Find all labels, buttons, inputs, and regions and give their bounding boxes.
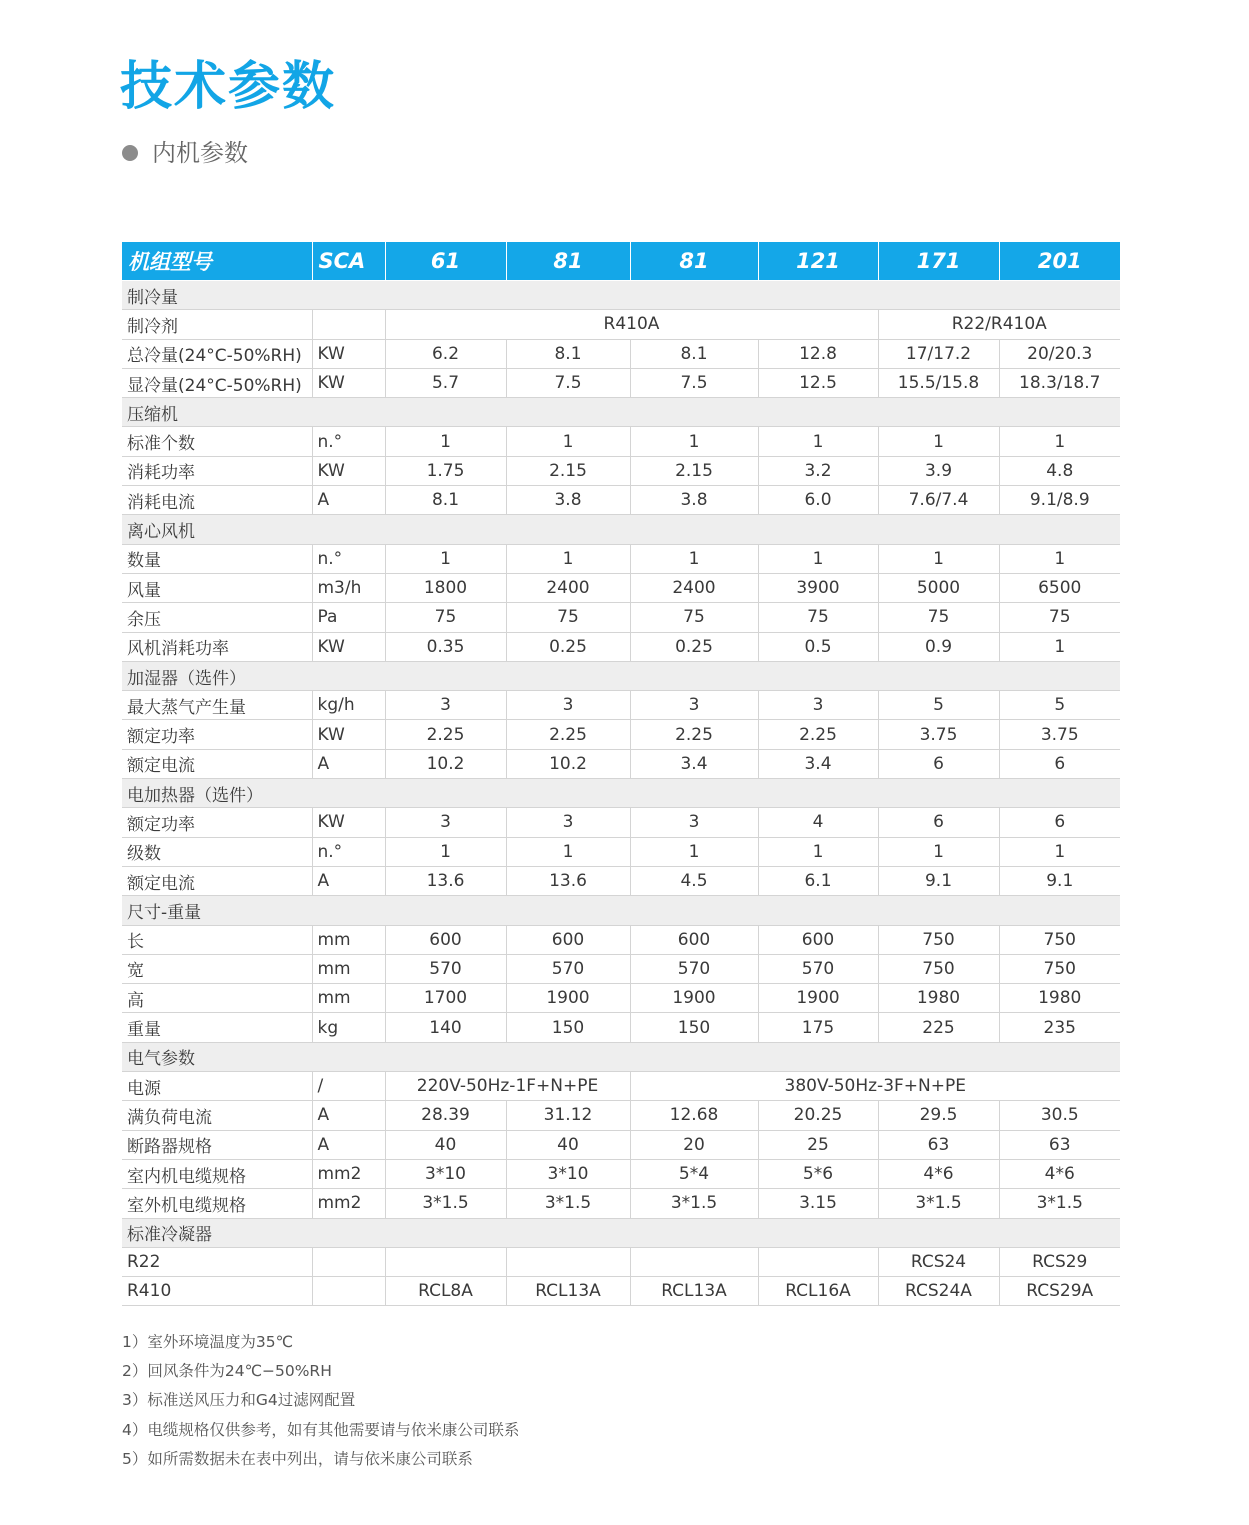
value-cell: 75 — [506, 603, 630, 632]
table-body — [122, 281, 1120, 1306]
value-cell: RCS29A — [999, 1277, 1120, 1306]
value-cell: RCL13A — [630, 1277, 758, 1306]
param-label: 高 — [122, 984, 312, 1013]
table-section-row — [122, 1218, 1120, 1247]
value-cell: 28.39 — [385, 1101, 506, 1130]
value-cell: 10.2 — [385, 749, 506, 778]
value-cell: 4.8 — [999, 456, 1120, 485]
value-cell: 4.5 — [630, 866, 758, 895]
value-cell: 20 — [630, 1130, 758, 1159]
value-cell: 75 — [630, 603, 758, 632]
value-cell: 12.5 — [758, 368, 878, 397]
footnote-item: 1）室外环境温度为35℃ — [122, 1333, 293, 1351]
table-row — [122, 632, 1120, 661]
section-heading: 离心风机 — [122, 515, 1120, 544]
param-unit: A — [312, 866, 385, 895]
table-row — [122, 486, 1120, 515]
header-model: 81 — [506, 242, 630, 281]
value-cell: 12.8 — [758, 339, 878, 368]
section-heading: 电加热器（选件） — [122, 779, 1120, 808]
value-cell — [506, 1247, 630, 1276]
footnote-item: 2）回风条件为24℃−50%RH — [122, 1362, 332, 1381]
param-label: 室外机电缆规格 — [122, 1189, 312, 1218]
value-cell: 75 — [758, 603, 878, 632]
value-cell: 75 — [878, 603, 999, 632]
value-cell: 0.35 — [385, 632, 506, 661]
table-row — [122, 1072, 1120, 1101]
table-row — [122, 925, 1120, 954]
value-cell: 31.12 — [506, 1101, 630, 1130]
param-unit: Pa — [312, 603, 385, 632]
param-unit: n.° — [312, 544, 385, 573]
table-row — [122, 544, 1120, 573]
value-cell: 570 — [506, 954, 630, 983]
value-cell: 1980 — [878, 984, 999, 1013]
value-cell: 570 — [630, 954, 758, 983]
value-cell: 40 — [385, 1130, 506, 1159]
param-label: 最大蒸气产生量 — [122, 691, 312, 720]
value-cell: 6500 — [999, 573, 1120, 602]
param-label: 消耗功率 — [122, 456, 312, 485]
header-model: 61 — [385, 242, 506, 281]
section-heading: 标准冷凝器 — [122, 1218, 1120, 1247]
value-cell: 7.6/7.4 — [878, 486, 999, 515]
value-cell: 3900 — [758, 573, 878, 602]
footnote-item: 4）电缆规格仅供参考，如有其他需要请与依米康公司联系 — [122, 1420, 520, 1439]
value-cell: 3*1.5 — [506, 1189, 630, 1218]
spec-table — [122, 242, 1120, 1306]
value-cell: 5 — [999, 691, 1120, 720]
value-cell: 75 — [999, 603, 1120, 632]
param-label: 长 — [122, 925, 312, 954]
value-cell: 235 — [999, 1013, 1120, 1042]
value-cell: 3 — [506, 808, 630, 837]
param-unit: A — [312, 1101, 385, 1130]
param-label: 额定功率 — [122, 720, 312, 749]
table-row — [122, 427, 1120, 456]
table-row — [122, 954, 1120, 983]
table-section-row — [122, 281, 1120, 310]
value-cell: R22/R410A — [878, 310, 1120, 339]
value-cell: 3.4 — [630, 749, 758, 778]
param-label: 数量 — [122, 544, 312, 573]
value-cell: 17/17.2 — [878, 339, 999, 368]
value-cell: 1 — [385, 544, 506, 573]
table-row — [122, 368, 1120, 397]
param-unit: mm — [312, 984, 385, 1013]
value-cell: 1 — [999, 544, 1120, 573]
value-cell: 2.25 — [385, 720, 506, 749]
param-label: 风量 — [122, 573, 312, 602]
param-unit: KW — [312, 720, 385, 749]
value-cell: 6 — [878, 808, 999, 837]
footnote-item: 5）如所需数据未在表中列出，请与依米康公司联系 — [122, 1449, 473, 1468]
value-cell: 6 — [999, 749, 1120, 778]
value-cell: 5*6 — [758, 1159, 878, 1188]
value-cell: 140 — [385, 1013, 506, 1042]
value-cell: 7.5 — [630, 368, 758, 397]
param-label: R22 — [122, 1247, 312, 1276]
value-cell: 1 — [878, 544, 999, 573]
value-cell: 150 — [506, 1013, 630, 1042]
param-unit: n.° — [312, 427, 385, 456]
value-cell: 1 — [385, 427, 506, 456]
param-label: 消耗电流 — [122, 486, 312, 515]
param-unit — [312, 1247, 385, 1276]
value-cell: 5*4 — [630, 1159, 758, 1188]
table-row — [122, 310, 1120, 339]
header-series: SCA — [312, 242, 385, 281]
value-cell: 3*1.5 — [999, 1189, 1120, 1218]
table-row — [122, 984, 1120, 1013]
param-label: 电源 — [122, 1072, 312, 1101]
value-cell: 750 — [999, 925, 1120, 954]
table-row — [122, 808, 1120, 837]
section-heading: 制冷量 — [122, 281, 1120, 310]
value-cell: 2.25 — [758, 720, 878, 749]
value-cell: 1 — [506, 837, 630, 866]
value-cell: 5.7 — [385, 368, 506, 397]
param-unit: A — [312, 749, 385, 778]
value-cell: 40 — [506, 1130, 630, 1159]
value-cell: 3.2 — [758, 456, 878, 485]
bullet-dot-icon — [122, 145, 138, 161]
param-label: 额定电流 — [122, 866, 312, 895]
value-cell: 3.15 — [758, 1189, 878, 1218]
param-label: 额定电流 — [122, 749, 312, 778]
table-row — [122, 339, 1120, 368]
table-row — [122, 1159, 1120, 1188]
value-cell: RCL13A — [506, 1277, 630, 1306]
param-unit: kg/h — [312, 691, 385, 720]
section-heading: 尺寸-重量 — [122, 896, 1120, 925]
value-cell: 3.8 — [630, 486, 758, 515]
table-row — [122, 691, 1120, 720]
value-cell: 75 — [385, 603, 506, 632]
value-cell: 380V-50Hz-3F+N+PE — [630, 1072, 1120, 1101]
footnote-item: 3）标准送风压力和G4过滤网配置 — [122, 1391, 356, 1410]
value-cell: 3 — [506, 691, 630, 720]
value-cell: 3 — [630, 808, 758, 837]
value-cell: 600 — [758, 925, 878, 954]
value-cell: 600 — [506, 925, 630, 954]
value-cell: 570 — [758, 954, 878, 983]
table-row — [122, 1189, 1120, 1218]
value-cell: 1700 — [385, 984, 506, 1013]
table-row — [122, 1277, 1120, 1306]
value-cell: 600 — [630, 925, 758, 954]
value-cell: 3*10 — [506, 1159, 630, 1188]
section-heading: 加湿器（选件） — [122, 661, 1120, 690]
param-unit: KW — [312, 339, 385, 368]
param-label: R410 — [122, 1277, 312, 1306]
value-cell: 1 — [630, 544, 758, 573]
value-cell: R410A — [385, 310, 878, 339]
value-cell: 2400 — [630, 573, 758, 602]
value-cell: 6 — [878, 749, 999, 778]
param-unit — [312, 1277, 385, 1306]
header-model: 121 — [758, 242, 878, 281]
value-cell: 12.68 — [630, 1101, 758, 1130]
value-cell: 3.75 — [999, 720, 1120, 749]
value-cell: 3 — [385, 808, 506, 837]
value-cell: 5000 — [878, 573, 999, 602]
value-cell: 3 — [630, 691, 758, 720]
value-cell: 1.75 — [385, 456, 506, 485]
value-cell: 20.25 — [758, 1101, 878, 1130]
section-heading: 电气参数 — [122, 1042, 1120, 1071]
header-model: 171 — [878, 242, 999, 281]
value-cell: 1 — [878, 837, 999, 866]
value-cell — [385, 1247, 506, 1276]
value-cell: 30.5 — [999, 1101, 1120, 1130]
table-row — [122, 866, 1120, 895]
value-cell: 3*1.5 — [630, 1189, 758, 1218]
value-cell: 175 — [758, 1013, 878, 1042]
value-cell: 3 — [385, 691, 506, 720]
header-model: 81 — [630, 242, 758, 281]
param-unit: KW — [312, 456, 385, 485]
table-section-row — [122, 1042, 1120, 1071]
value-cell: 2.25 — [630, 720, 758, 749]
value-cell: 13.6 — [385, 866, 506, 895]
value-cell: 29.5 — [878, 1101, 999, 1130]
value-cell: 1 — [999, 427, 1120, 456]
value-cell: 1 — [506, 427, 630, 456]
table-row — [122, 837, 1120, 866]
value-cell: 15.5/15.8 — [878, 368, 999, 397]
value-cell: 3*1.5 — [385, 1189, 506, 1218]
value-cell: 750 — [878, 925, 999, 954]
param-label: 余压 — [122, 603, 312, 632]
value-cell — [630, 1247, 758, 1276]
value-cell: 1 — [506, 544, 630, 573]
value-cell: 4*6 — [878, 1159, 999, 1188]
param-unit: A — [312, 486, 385, 515]
table-section-row — [122, 779, 1120, 808]
page-title: 技术参数 — [120, 57, 337, 117]
param-label: 满负荷电流 — [122, 1101, 312, 1130]
table-section-row — [122, 515, 1120, 544]
value-cell: 750 — [878, 954, 999, 983]
header-param: 机组型号 — [122, 242, 312, 281]
value-cell: 7.5 — [506, 368, 630, 397]
value-cell: 6.1 — [758, 866, 878, 895]
param-unit: kg — [312, 1013, 385, 1042]
param-unit: mm2 — [312, 1159, 385, 1188]
param-unit: A — [312, 1130, 385, 1159]
value-cell: 3.4 — [758, 749, 878, 778]
value-cell: 0.5 — [758, 632, 878, 661]
value-cell: 9.1/8.9 — [999, 486, 1120, 515]
value-cell: 3 — [758, 691, 878, 720]
param-unit: mm2 — [312, 1189, 385, 1218]
table-row — [122, 456, 1120, 485]
param-label: 制冷剂 — [122, 310, 312, 339]
value-cell: 1 — [999, 632, 1120, 661]
table-section-row — [122, 896, 1120, 925]
value-cell: RCS29 — [999, 1247, 1120, 1276]
value-cell: 150 — [630, 1013, 758, 1042]
value-cell: 1 — [758, 837, 878, 866]
param-unit: mm — [312, 925, 385, 954]
value-cell: 1 — [878, 427, 999, 456]
value-cell: 0.9 — [878, 632, 999, 661]
value-cell: 1 — [758, 544, 878, 573]
value-cell: 0.25 — [630, 632, 758, 661]
value-cell: 3.75 — [878, 720, 999, 749]
param-label: 室内机电缆规格 — [122, 1159, 312, 1188]
value-cell: 3*1.5 — [878, 1189, 999, 1218]
param-label: 总冷量(24°C-50%RH) — [122, 339, 312, 368]
value-cell: 1900 — [630, 984, 758, 1013]
value-cell: 6.2 — [385, 339, 506, 368]
value-cell: 4*6 — [999, 1159, 1120, 1188]
param-label: 断路器规格 — [122, 1130, 312, 1159]
param-label: 级数 — [122, 837, 312, 866]
table-section-row — [122, 661, 1120, 690]
footnotes — [122, 1328, 519, 1474]
param-unit: KW — [312, 632, 385, 661]
value-cell: 1 — [758, 427, 878, 456]
table-section-row — [122, 398, 1120, 427]
value-cell: 3*10 — [385, 1159, 506, 1188]
section-subtitle — [122, 138, 248, 168]
param-label: 重量 — [122, 1013, 312, 1042]
value-cell: 25 — [758, 1130, 878, 1159]
value-cell: 8.1 — [630, 339, 758, 368]
table-header-row — [122, 242, 1120, 281]
table-row — [122, 1130, 1120, 1159]
value-cell: 6 — [999, 808, 1120, 837]
value-cell: RCS24 — [878, 1247, 999, 1276]
value-cell: RCL8A — [385, 1277, 506, 1306]
table-row — [122, 603, 1120, 632]
value-cell: 1 — [630, 837, 758, 866]
param-unit: mm — [312, 954, 385, 983]
table-row — [122, 749, 1120, 778]
value-cell: 2.25 — [506, 720, 630, 749]
value-cell: 220V-50Hz-1F+N+PE — [385, 1072, 630, 1101]
header-model: 201 — [999, 242, 1120, 281]
param-unit: n.° — [312, 837, 385, 866]
value-cell: 225 — [878, 1013, 999, 1042]
value-cell: 750 — [999, 954, 1120, 983]
value-cell: 8.1 — [385, 486, 506, 515]
table-row — [122, 1013, 1120, 1042]
param-label: 宽 — [122, 954, 312, 983]
value-cell: 600 — [385, 925, 506, 954]
value-cell: 9.1 — [878, 866, 999, 895]
value-cell: 4 — [758, 808, 878, 837]
value-cell — [758, 1247, 878, 1276]
subtitle-text: 内机参数 — [152, 139, 248, 167]
value-cell: 1900 — [758, 984, 878, 1013]
param-unit: KW — [312, 808, 385, 837]
value-cell: 6.0 — [758, 486, 878, 515]
param-unit: m3/h — [312, 573, 385, 602]
value-cell: 8.1 — [506, 339, 630, 368]
value-cell: 63 — [878, 1130, 999, 1159]
value-cell: RCS24A — [878, 1277, 999, 1306]
param-label: 显冷量(24°C-50%RH) — [122, 368, 312, 397]
value-cell: 570 — [385, 954, 506, 983]
value-cell: 1 — [385, 837, 506, 866]
value-cell: 1980 — [999, 984, 1120, 1013]
value-cell: 2.15 — [630, 456, 758, 485]
table-row — [122, 720, 1120, 749]
value-cell: 5 — [878, 691, 999, 720]
value-cell: 3.8 — [506, 486, 630, 515]
value-cell: 1 — [999, 837, 1120, 866]
param-label: 风机消耗功率 — [122, 632, 312, 661]
table-row — [122, 1247, 1120, 1276]
value-cell: 2.15 — [506, 456, 630, 485]
value-cell: 2400 — [506, 573, 630, 602]
value-cell: 9.1 — [999, 866, 1120, 895]
param-unit: / — [312, 1072, 385, 1101]
param-unit: KW — [312, 368, 385, 397]
value-cell: 3.9 — [878, 456, 999, 485]
value-cell: 18.3/18.7 — [999, 368, 1120, 397]
value-cell: RCL16A — [758, 1277, 878, 1306]
value-cell: 20/20.3 — [999, 339, 1120, 368]
table-row — [122, 1101, 1120, 1130]
value-cell: 1800 — [385, 573, 506, 602]
param-unit — [312, 310, 385, 339]
param-label: 标准个数 — [122, 427, 312, 456]
param-label: 额定功率 — [122, 808, 312, 837]
value-cell: 1900 — [506, 984, 630, 1013]
value-cell: 13.6 — [506, 866, 630, 895]
value-cell: 63 — [999, 1130, 1120, 1159]
value-cell: 1 — [630, 427, 758, 456]
value-cell: 10.2 — [506, 749, 630, 778]
section-heading: 压缩机 — [122, 398, 1120, 427]
table-row — [122, 573, 1120, 602]
value-cell: 0.25 — [506, 632, 630, 661]
